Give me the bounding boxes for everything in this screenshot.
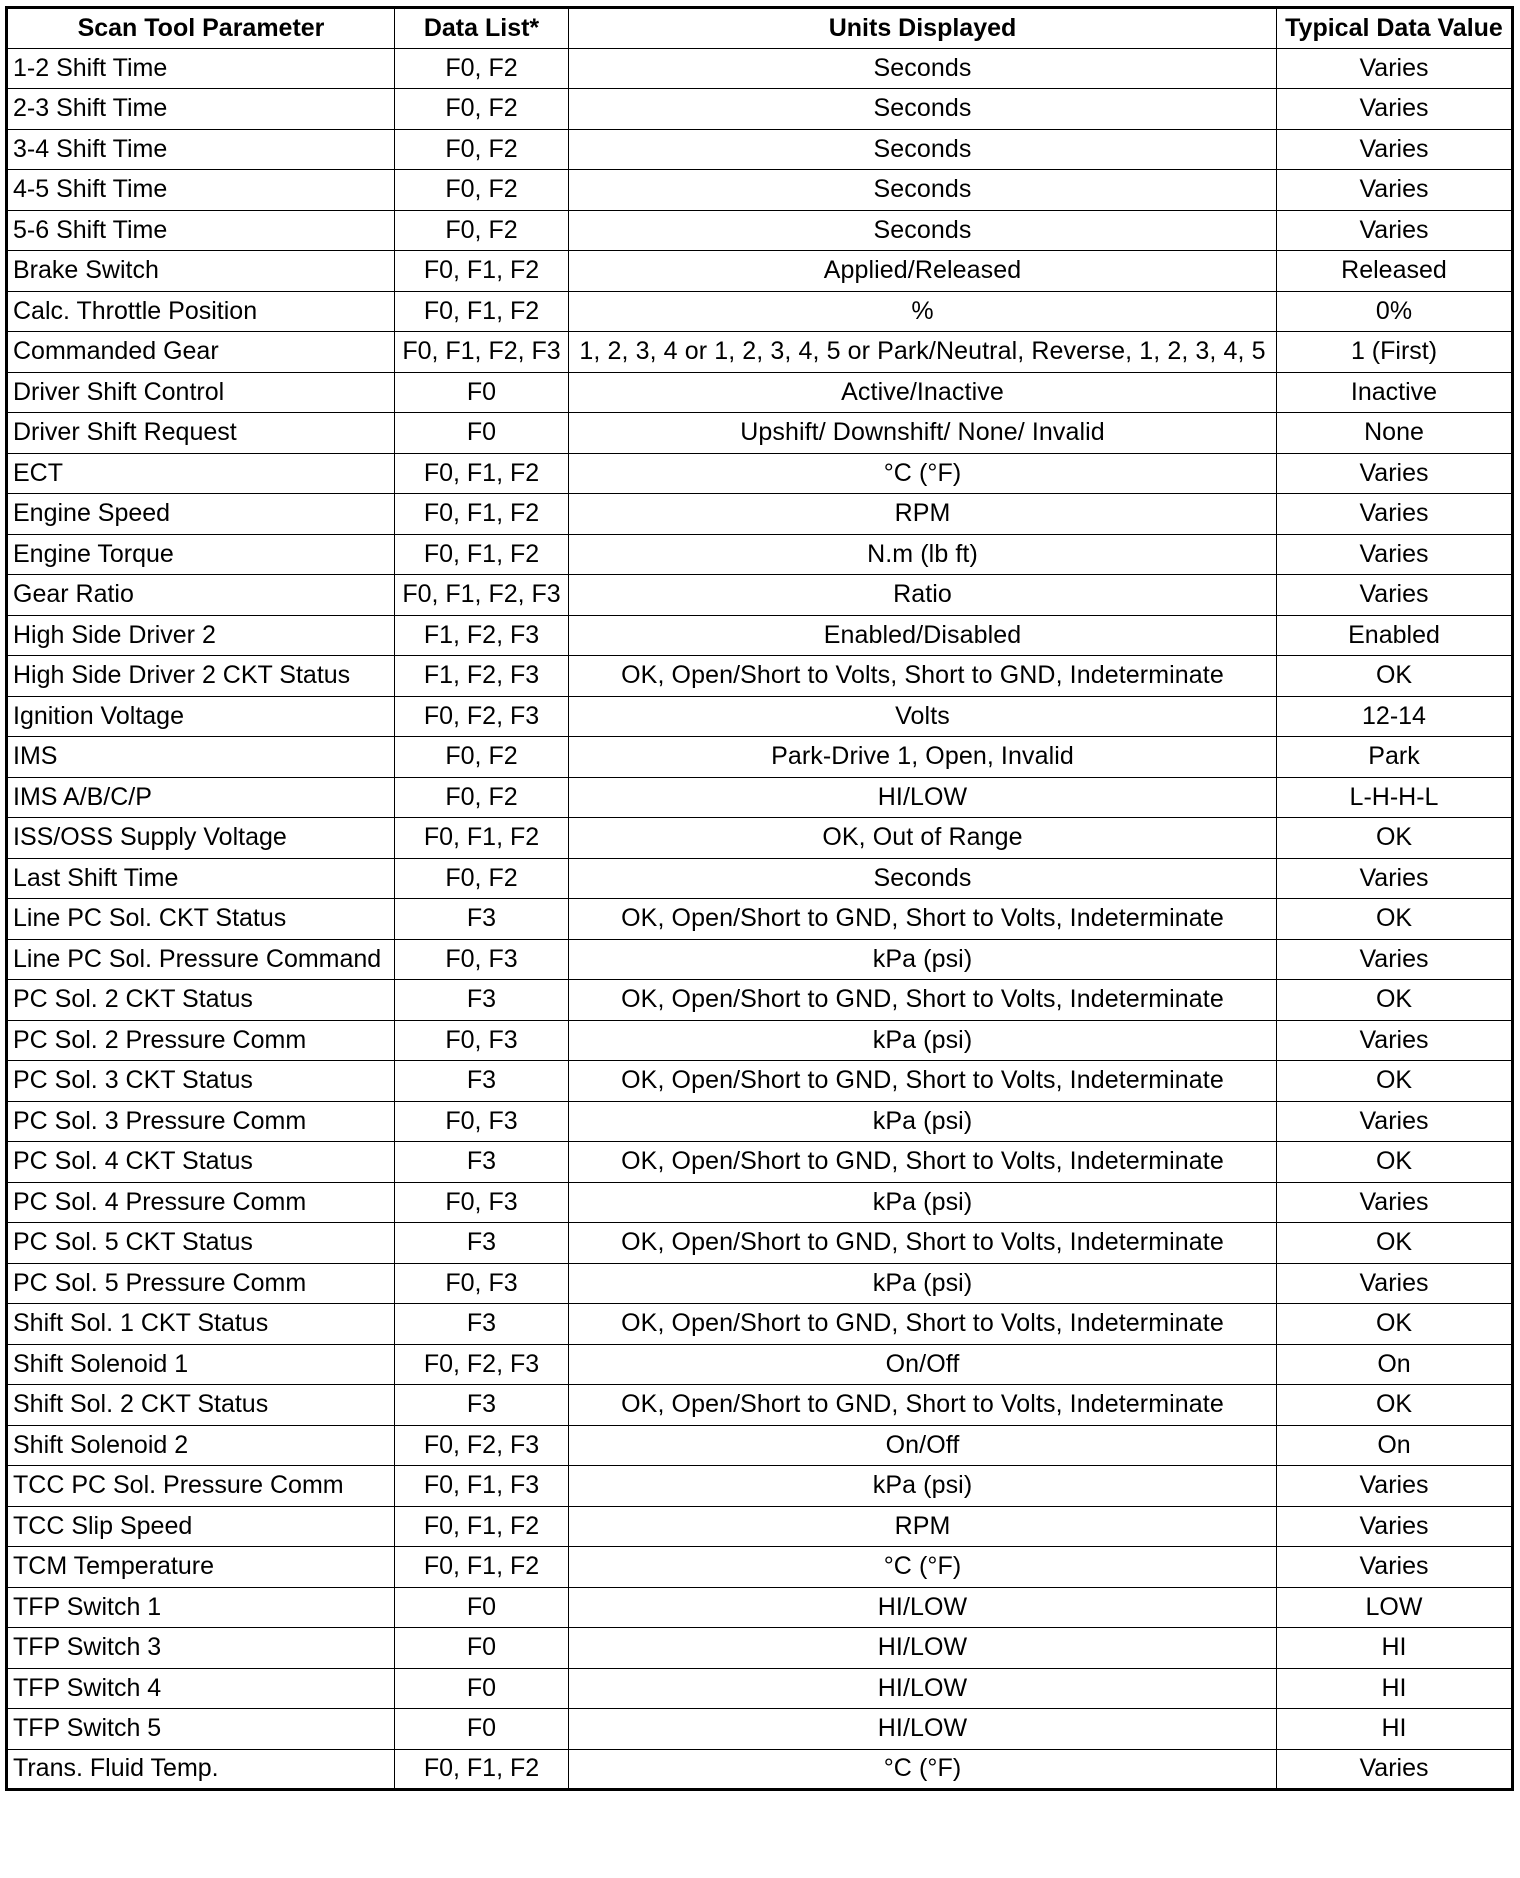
cell-parameter: Last Shift Time	[7, 858, 395, 899]
cell-typical-value: Varies	[1277, 939, 1513, 980]
cell-units: Active/Inactive	[569, 372, 1277, 413]
cell-typical-value: Varies	[1277, 1506, 1513, 1547]
cell-parameter: Shift Sol. 2 CKT Status	[7, 1385, 395, 1426]
cell-typical-value: Inactive	[1277, 372, 1513, 413]
cell-parameter: High Side Driver 2 CKT Status	[7, 656, 395, 697]
table-row	[7, 372, 1513, 413]
cell-units: Enabled/Disabled	[569, 615, 1277, 656]
table-row	[7, 210, 1513, 251]
header-typical-data-value: Typical Data Value	[1277, 8, 1513, 49]
cell-parameter: PC Sol. 5 CKT Status	[7, 1223, 395, 1264]
cell-parameter: ECT	[7, 453, 395, 494]
cell-units: Upshift/ Downshift/ None/ Invalid	[569, 413, 1277, 454]
cell-typical-value: OK	[1277, 1304, 1513, 1345]
cell-parameter: PC Sol. 2 CKT Status	[7, 980, 395, 1021]
table-row	[7, 494, 1513, 535]
cell-units: HI/LOW	[569, 777, 1277, 818]
cell-units: kPa (psi)	[569, 1020, 1277, 1061]
table-row	[7, 1668, 1513, 1709]
cell-parameter: Driver Shift Control	[7, 372, 395, 413]
cell-parameter: TCM Temperature	[7, 1547, 395, 1588]
cell-data-list: F0, F1, F2	[395, 453, 569, 494]
cell-typical-value: Varies	[1277, 1466, 1513, 1507]
cell-parameter: Engine Speed	[7, 494, 395, 535]
cell-data-list: F0	[395, 1668, 569, 1709]
cell-data-list: F0, F1, F2	[395, 534, 569, 575]
table-row	[7, 656, 1513, 697]
cell-units: HI/LOW	[569, 1628, 1277, 1669]
table-row	[7, 939, 1513, 980]
cell-units: Seconds	[569, 210, 1277, 251]
table-row	[7, 1466, 1513, 1507]
cell-data-list: F0, F1, F2	[395, 1506, 569, 1547]
cell-parameter: PC Sol. 3 Pressure Comm	[7, 1101, 395, 1142]
cell-parameter: Shift Sol. 1 CKT Status	[7, 1304, 395, 1345]
cell-units: RPM	[569, 1506, 1277, 1547]
cell-units: Applied/Released	[569, 251, 1277, 292]
cell-typical-value: HI	[1277, 1668, 1513, 1709]
cell-typical-value: Varies	[1277, 1101, 1513, 1142]
cell-data-list: F0, F1, F2, F3	[395, 575, 569, 616]
cell-typical-value: LOW	[1277, 1587, 1513, 1628]
cell-data-list: F0	[395, 1628, 569, 1669]
cell-units: kPa (psi)	[569, 1263, 1277, 1304]
cell-units: °C (°F)	[569, 1547, 1277, 1588]
cell-typical-value: OK	[1277, 980, 1513, 1021]
cell-typical-value: 0%	[1277, 291, 1513, 332]
cell-units: %	[569, 291, 1277, 332]
cell-typical-value: OK	[1277, 899, 1513, 940]
cell-data-list: F3	[395, 1304, 569, 1345]
cell-units: OK, Out of Range	[569, 818, 1277, 859]
cell-typical-value: Varies	[1277, 1182, 1513, 1223]
table-row	[7, 1344, 1513, 1385]
table-row	[7, 1709, 1513, 1750]
cell-data-list: F0, F1, F2	[395, 251, 569, 292]
table-row	[7, 413, 1513, 454]
cell-typical-value: Varies	[1277, 858, 1513, 899]
cell-units: On/Off	[569, 1425, 1277, 1466]
cell-parameter: PC Sol. 4 Pressure Comm	[7, 1182, 395, 1223]
cell-units: HI/LOW	[569, 1587, 1277, 1628]
table-row	[7, 1142, 1513, 1183]
cell-parameter: High Side Driver 2	[7, 615, 395, 656]
cell-parameter: 1-2 Shift Time	[7, 48, 395, 89]
table-row	[7, 1506, 1513, 1547]
cell-typical-value: Varies	[1277, 575, 1513, 616]
cell-data-list: F0, F2	[395, 89, 569, 130]
cell-typical-value: Varies	[1277, 89, 1513, 130]
cell-units: Volts	[569, 696, 1277, 737]
cell-parameter: Brake Switch	[7, 251, 395, 292]
table-row	[7, 1749, 1513, 1790]
table-row	[7, 453, 1513, 494]
cell-data-list: F3	[395, 1223, 569, 1264]
cell-units: RPM	[569, 494, 1277, 535]
cell-typical-value: Varies	[1277, 210, 1513, 251]
cell-data-list: F0, F2	[395, 858, 569, 899]
cell-data-list: F0, F3	[395, 1101, 569, 1142]
cell-data-list: F0, F2	[395, 129, 569, 170]
cell-data-list: F0, F2, F3	[395, 696, 569, 737]
header-row	[7, 8, 1513, 49]
table-row	[7, 170, 1513, 211]
table-row	[7, 1061, 1513, 1102]
cell-typical-value: OK	[1277, 1385, 1513, 1426]
cell-units: OK, Open/Short to Volts, Short to GND, Indeterminate	[569, 656, 1277, 697]
cell-typical-value: HI	[1277, 1709, 1513, 1750]
cell-units: 1, 2, 3, 4 or 1, 2, 3, 4, 5 or Park/Neutral, Reverse, 1, 2, 3, 4, 5	[569, 332, 1277, 373]
cell-data-list: F0, F2, F3	[395, 1425, 569, 1466]
cell-parameter: Calc. Throttle Position	[7, 291, 395, 332]
cell-data-list: F1, F2, F3	[395, 656, 569, 697]
cell-typical-value: OK	[1277, 1142, 1513, 1183]
table-row	[7, 251, 1513, 292]
table-row	[7, 1182, 1513, 1223]
cell-typical-value: None	[1277, 413, 1513, 454]
table-row	[7, 777, 1513, 818]
cell-parameter: Line PC Sol. CKT Status	[7, 899, 395, 940]
cell-data-list: F0	[395, 372, 569, 413]
table-row	[7, 1223, 1513, 1264]
cell-units: OK, Open/Short to GND, Short to Volts, Indeterminate	[569, 1223, 1277, 1264]
cell-units: OK, Open/Short to GND, Short to Volts, Indeterminate	[569, 980, 1277, 1021]
cell-parameter: Trans. Fluid Temp.	[7, 1749, 395, 1790]
cell-typical-value: Varies	[1277, 129, 1513, 170]
cell-parameter: TFP Switch 4	[7, 1668, 395, 1709]
cell-data-list: F0, F1, F2	[395, 1547, 569, 1588]
cell-parameter: Ignition Voltage	[7, 696, 395, 737]
cell-parameter: TCC PC Sol. Pressure Comm	[7, 1466, 395, 1507]
cell-parameter: ISS/OSS Supply Voltage	[7, 818, 395, 859]
cell-typical-value: Varies	[1277, 453, 1513, 494]
cell-typical-value: Released	[1277, 251, 1513, 292]
cell-units: On/Off	[569, 1344, 1277, 1385]
cell-typical-value: On	[1277, 1425, 1513, 1466]
table-row	[7, 48, 1513, 89]
cell-units: Ratio	[569, 575, 1277, 616]
table-row	[7, 858, 1513, 899]
cell-typical-value: Varies	[1277, 48, 1513, 89]
cell-typical-value: L-H-H-L	[1277, 777, 1513, 818]
cell-data-list: F0, F2	[395, 737, 569, 778]
cell-data-list: F0, F2, F3	[395, 1344, 569, 1385]
cell-data-list: F0, F2	[395, 48, 569, 89]
cell-data-list: F0, F1, F2	[395, 291, 569, 332]
cell-parameter: Gear Ratio	[7, 575, 395, 616]
cell-units: Seconds	[569, 89, 1277, 130]
cell-typical-value: Enabled	[1277, 615, 1513, 656]
cell-parameter: TFP Switch 3	[7, 1628, 395, 1669]
table-body	[7, 48, 1513, 1790]
cell-typical-value: OK	[1277, 656, 1513, 697]
cell-parameter: PC Sol. 5 Pressure Comm	[7, 1263, 395, 1304]
cell-units: HI/LOW	[569, 1709, 1277, 1750]
cell-typical-value: Varies	[1277, 534, 1513, 575]
cell-parameter: 5-6 Shift Time	[7, 210, 395, 251]
cell-units: kPa (psi)	[569, 1101, 1277, 1142]
cell-parameter: Line PC Sol. Pressure Command	[7, 939, 395, 980]
cell-data-list: F3	[395, 1385, 569, 1426]
cell-parameter: Engine Torque	[7, 534, 395, 575]
cell-data-list: F3	[395, 1061, 569, 1102]
cell-units: OK, Open/Short to GND, Short to Volts, Indeterminate	[569, 1304, 1277, 1345]
cell-data-list: F0, F1, F2, F3	[395, 332, 569, 373]
table-row	[7, 291, 1513, 332]
cell-units: OK, Open/Short to GND, Short to Volts, Indeterminate	[569, 1061, 1277, 1102]
cell-units: OK, Open/Short to GND, Short to Volts, Indeterminate	[569, 1385, 1277, 1426]
table-row	[7, 1547, 1513, 1588]
cell-typical-value: Varies	[1277, 170, 1513, 211]
cell-parameter: TFP Switch 1	[7, 1587, 395, 1628]
cell-units: N.m (lb ft)	[569, 534, 1277, 575]
cell-typical-value: OK	[1277, 818, 1513, 859]
table-row	[7, 1020, 1513, 1061]
cell-data-list: F0, F3	[395, 1263, 569, 1304]
cell-parameter: Driver Shift Request	[7, 413, 395, 454]
cell-parameter: 2-3 Shift Time	[7, 89, 395, 130]
table-row	[7, 818, 1513, 859]
cell-parameter: TCC Slip Speed	[7, 1506, 395, 1547]
cell-parameter: IMS A/B/C/P	[7, 777, 395, 818]
table-row	[7, 1425, 1513, 1466]
cell-units: kPa (psi)	[569, 1466, 1277, 1507]
cell-units: °C (°F)	[569, 453, 1277, 494]
cell-data-list: F0, F1, F2	[395, 494, 569, 535]
table-row	[7, 534, 1513, 575]
cell-data-list: F3	[395, 899, 569, 940]
cell-typical-value: Varies	[1277, 494, 1513, 535]
cell-units: OK, Open/Short to GND, Short to Volts, Indeterminate	[569, 1142, 1277, 1183]
cell-data-list: F1, F2, F3	[395, 615, 569, 656]
cell-typical-value: Park	[1277, 737, 1513, 778]
cell-units: Seconds	[569, 129, 1277, 170]
cell-data-list: F0	[395, 1709, 569, 1750]
cell-parameter: 3-4 Shift Time	[7, 129, 395, 170]
header-data-list: Data List*	[395, 8, 569, 49]
cell-typical-value: Varies	[1277, 1263, 1513, 1304]
cell-data-list: F0, F1, F2	[395, 1749, 569, 1790]
cell-parameter: PC Sol. 3 CKT Status	[7, 1061, 395, 1102]
cell-parameter: Shift Solenoid 2	[7, 1425, 395, 1466]
table-row	[7, 89, 1513, 130]
table-row	[7, 737, 1513, 778]
cell-units: Seconds	[569, 858, 1277, 899]
cell-data-list: F0, F2	[395, 210, 569, 251]
table-row	[7, 980, 1513, 1021]
cell-units: OK, Open/Short to GND, Short to Volts, Indeterminate	[569, 899, 1277, 940]
cell-typical-value: 12-14	[1277, 696, 1513, 737]
cell-data-list: F0, F1, F3	[395, 1466, 569, 1507]
cell-parameter: Shift Solenoid 1	[7, 1344, 395, 1385]
table-row	[7, 1304, 1513, 1345]
cell-data-list: F0, F1, F2	[395, 818, 569, 859]
header-units-displayed: Units Displayed	[569, 8, 1277, 49]
table-row	[7, 1628, 1513, 1669]
cell-units: HI/LOW	[569, 1668, 1277, 1709]
cell-units: Seconds	[569, 170, 1277, 211]
cell-units: kPa (psi)	[569, 939, 1277, 980]
table-row	[7, 696, 1513, 737]
table-row	[7, 899, 1513, 940]
header-scan-tool-parameter: Scan Tool Parameter	[7, 8, 395, 49]
cell-typical-value: OK	[1277, 1223, 1513, 1264]
cell-parameter: TFP Switch 5	[7, 1709, 395, 1750]
cell-parameter: PC Sol. 2 Pressure Comm	[7, 1020, 395, 1061]
cell-typical-value: OK	[1277, 1061, 1513, 1102]
table-row	[7, 1385, 1513, 1426]
table-row	[7, 332, 1513, 373]
table-row	[7, 615, 1513, 656]
cell-data-list: F0, F2	[395, 170, 569, 211]
table-header	[7, 8, 1513, 49]
table-row	[7, 129, 1513, 170]
cell-typical-value: Varies	[1277, 1547, 1513, 1588]
cell-parameter: 4-5 Shift Time	[7, 170, 395, 211]
cell-data-list: F0, F3	[395, 1020, 569, 1061]
cell-typical-value: Varies	[1277, 1749, 1513, 1790]
cell-typical-value: On	[1277, 1344, 1513, 1385]
cell-typical-value: Varies	[1277, 1020, 1513, 1061]
cell-parameter: Commanded Gear	[7, 332, 395, 373]
table-row	[7, 1101, 1513, 1142]
cell-typical-value: HI	[1277, 1628, 1513, 1669]
cell-data-list: F0, F3	[395, 939, 569, 980]
cell-parameter: PC Sol. 4 CKT Status	[7, 1142, 395, 1183]
cell-data-list: F0, F2	[395, 777, 569, 818]
cell-data-list: F0	[395, 413, 569, 454]
cell-data-list: F3	[395, 1142, 569, 1183]
cell-units: Seconds	[569, 48, 1277, 89]
cell-typical-value: 1 (First)	[1277, 332, 1513, 373]
cell-parameter: IMS	[7, 737, 395, 778]
cell-data-list: F0, F3	[395, 1182, 569, 1223]
cell-units: kPa (psi)	[569, 1182, 1277, 1223]
scan-tool-data-table	[5, 6, 1514, 1791]
cell-units: Park-Drive 1, Open, Invalid	[569, 737, 1277, 778]
table-row	[7, 1263, 1513, 1304]
table-row	[7, 1587, 1513, 1628]
cell-data-list: F0	[395, 1587, 569, 1628]
cell-units: °C (°F)	[569, 1749, 1277, 1790]
table-row	[7, 575, 1513, 616]
cell-data-list: F3	[395, 980, 569, 1021]
